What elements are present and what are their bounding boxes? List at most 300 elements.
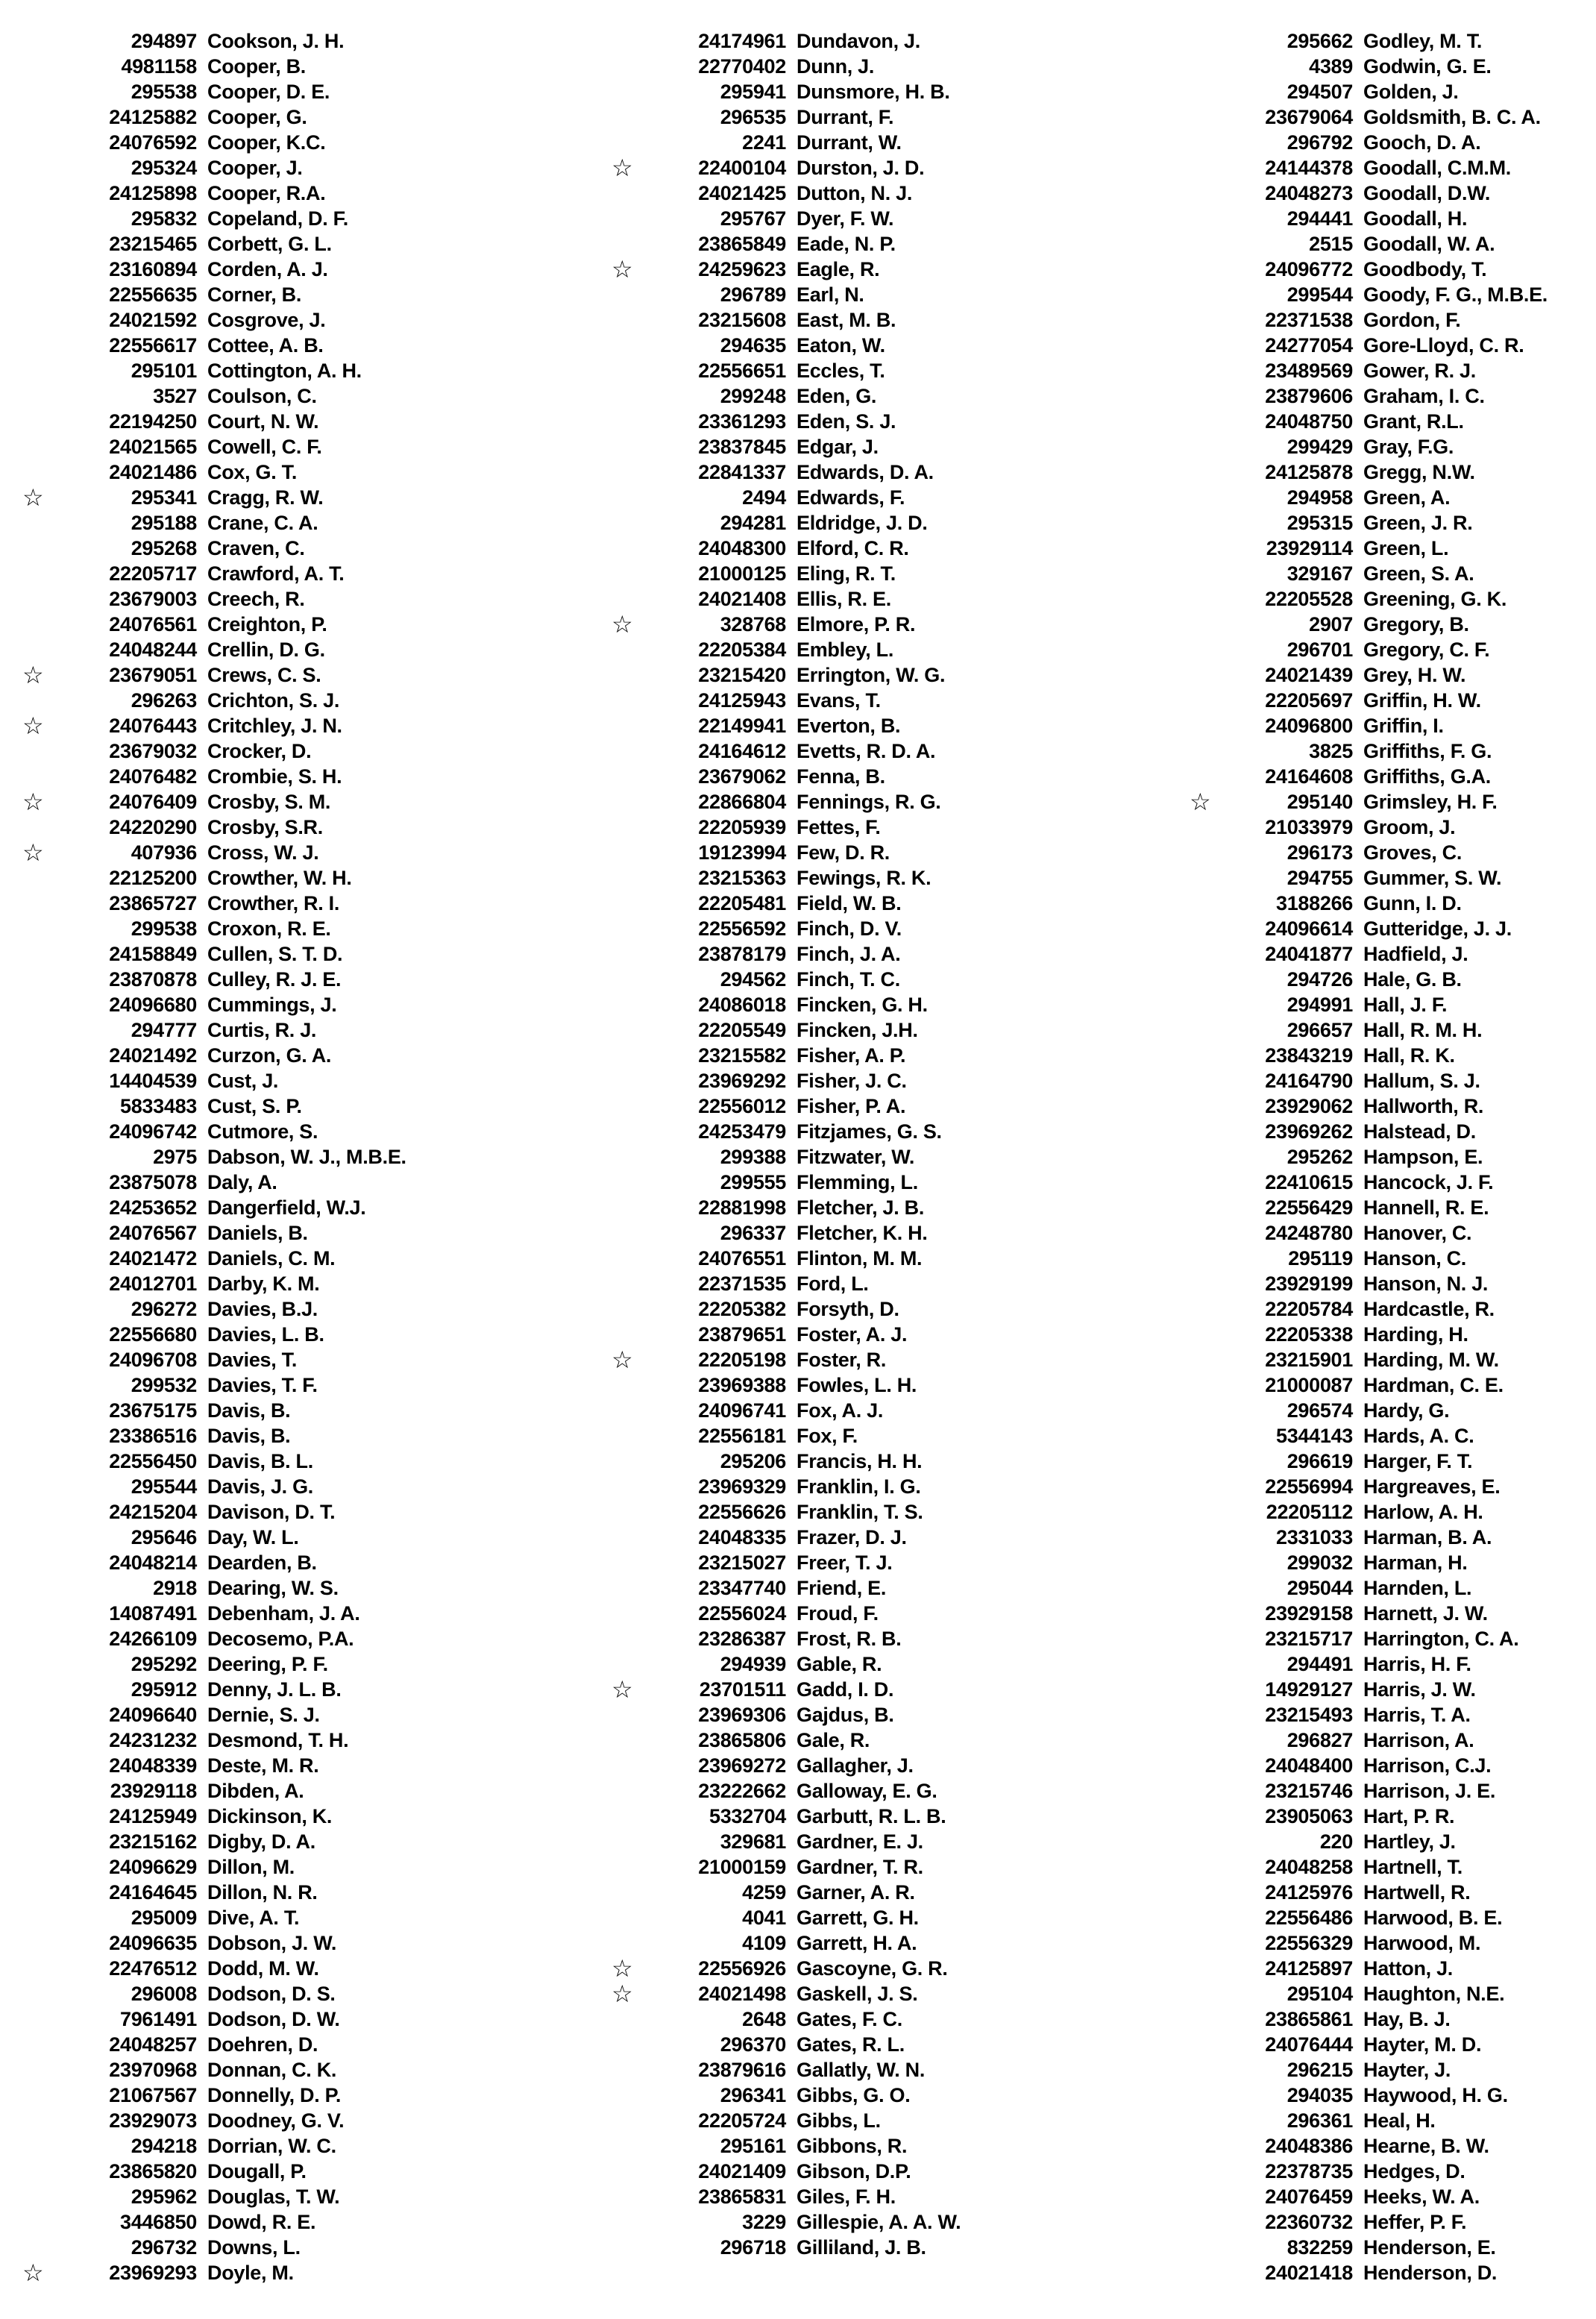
service-number: 22205717 <box>109 562 197 585</box>
column-1 <box>22 28 406 2285</box>
list-item <box>612 1093 961 1119</box>
person-name: Gajdus, B. <box>797 1703 894 1726</box>
service-number: 22125200 <box>109 866 197 889</box>
list-item <box>1190 1778 1548 1804</box>
service-number: 4259 <box>742 1880 786 1904</box>
service-number: 23679032 <box>109 739 197 762</box>
list-item <box>1190 815 1548 840</box>
service-number: 294491 <box>1286 1652 1353 1675</box>
list-item <box>612 257 961 282</box>
list-item <box>1190 1220 1548 1246</box>
service-number: 295962 <box>131 2185 197 2208</box>
list-item <box>1190 1372 1548 1398</box>
person-name: Crosby, S. M. <box>207 790 331 813</box>
service-number: 24096635 <box>109 1931 197 1954</box>
service-number: 23489569 <box>1265 359 1353 382</box>
person-name: Finch, J. A. <box>797 942 901 965</box>
service-number: 328768 <box>720 612 786 636</box>
service-number: 295538 <box>131 80 197 103</box>
service-number: 23879651 <box>698 1322 786 1346</box>
list-item <box>22 333 406 358</box>
list-item <box>1190 1930 1548 1956</box>
person-name: Grey, H. W. <box>1363 663 1466 686</box>
list-item <box>612 54 961 79</box>
service-number: 5332704 <box>709 1804 786 1827</box>
person-name: Eden, S. J. <box>797 409 896 433</box>
service-number: 296827 <box>1286 1728 1353 1751</box>
service-number: 295341 <box>131 486 197 509</box>
list-item <box>612 713 961 738</box>
service-number: 22205338 <box>1265 1322 1353 1346</box>
list-item <box>22 1677 406 1702</box>
list-item <box>612 2006 961 2032</box>
list-item <box>1190 941 1548 967</box>
list-item <box>1190 967 1548 992</box>
service-number: 295315 <box>1286 511 1353 534</box>
list-item <box>22 1423 406 1449</box>
list-item <box>22 1246 406 1271</box>
list-item <box>1190 282 1548 307</box>
list-item <box>612 1905 961 1930</box>
service-number: 21000087 <box>1265 1373 1353 1396</box>
service-number: 23929114 <box>1266 536 1353 559</box>
person-name: Cust, J. <box>207 1069 279 1092</box>
list-item <box>22 307 406 333</box>
person-name: Halstead, D. <box>1363 1120 1476 1143</box>
service-number: 295268 <box>131 536 197 559</box>
service-number: 294507 <box>1286 80 1353 103</box>
person-name: Hannell, R. E. <box>1363 1196 1489 1219</box>
list-item <box>612 1753 961 1778</box>
service-number: 24215204 <box>109 1500 197 1523</box>
service-number: 23969388 <box>698 1373 786 1396</box>
person-name: Decosemo, P.A. <box>207 1627 354 1650</box>
person-name: Gallatly, W. N. <box>797 2058 926 2081</box>
person-name: Grimsley, H. F. <box>1363 790 1498 813</box>
person-name: Harnett, J. W. <box>1363 1601 1488 1625</box>
star-icon: ☆ <box>22 2259 44 2286</box>
person-name: Davies, B.J. <box>207 1297 318 1320</box>
service-number: 24021498 <box>698 1982 786 2005</box>
list-item <box>612 865 961 891</box>
list-item <box>22 586 406 612</box>
list-item <box>1190 536 1548 561</box>
person-name: Hayter, J. <box>1363 2058 1451 2081</box>
list-item <box>22 1119 406 1144</box>
service-number: 24096708 <box>109 1348 197 1371</box>
service-number: 296718 <box>720 2235 786 2259</box>
service-number: 24048257 <box>109 2033 197 2056</box>
person-name: Cragg, R. W. <box>207 486 324 509</box>
list-item <box>22 2006 406 2032</box>
service-number: 24125976 <box>1265 1880 1353 1904</box>
list-item <box>612 1880 961 1905</box>
person-name: Garbutt, R. L. B. <box>797 1804 946 1827</box>
service-number: 296792 <box>1286 131 1353 154</box>
list-item <box>612 459 961 485</box>
person-name: Dutton, N. J. <box>797 181 913 204</box>
service-number: 22556626 <box>698 1500 786 1523</box>
list-item <box>22 231 406 257</box>
list-item <box>1190 2184 1548 2209</box>
person-name: Eaton, W. <box>797 333 885 357</box>
service-number: 23879606 <box>1265 384 1353 407</box>
list-item <box>22 1017 406 1043</box>
list-item <box>612 1677 961 1702</box>
list-item <box>22 1728 406 1753</box>
person-name: Davies, L. B. <box>207 1322 324 1346</box>
list-item <box>22 1398 406 1423</box>
list-item <box>612 1499 961 1525</box>
person-name: Gable, R. <box>797 1652 882 1675</box>
person-name: Harwood, B. E. <box>1363 1906 1503 1929</box>
person-name: Gregory, B. <box>1363 612 1469 636</box>
list-item <box>22 1474 406 1499</box>
person-name: Gore-Lloyd, C. R. <box>1363 333 1524 357</box>
service-number: 24125897 <box>1265 1956 1353 1980</box>
list-item <box>612 2133 961 2159</box>
service-number: 295662 <box>1286 29 1353 52</box>
person-name: Fisher, J. C. <box>797 1069 907 1092</box>
star-icon: ☆ <box>22 788 44 815</box>
person-name: Godwin, G. E. <box>1363 54 1492 78</box>
list-item <box>1190 434 1548 459</box>
list-item <box>22 916 406 941</box>
list-item <box>1190 2133 1548 2159</box>
service-number: 24076459 <box>1265 2185 1353 2208</box>
list-item <box>22 282 406 307</box>
list-item <box>612 1956 961 1981</box>
person-name: Dodson, D. S. <box>207 1982 336 2005</box>
service-number: 22149941 <box>698 714 786 737</box>
person-name: Earl, N. <box>797 283 864 306</box>
list-item <box>612 1271 961 1296</box>
list-item <box>612 941 961 967</box>
person-name: Hall, R. K. <box>1363 1044 1455 1067</box>
service-number: 23215465 <box>109 232 197 255</box>
person-name: Gaskell, J. S. <box>797 1982 918 2005</box>
person-name: Doehren, D. <box>207 2033 318 2056</box>
list-item <box>612 1651 961 1677</box>
service-number: 24076551 <box>698 1246 786 1270</box>
person-name: Hayter, M. D. <box>1363 2033 1482 2056</box>
service-number: 23970968 <box>109 2058 197 2081</box>
service-number: 23215162 <box>109 1830 197 1853</box>
person-name: Errington, W. G. <box>797 663 946 686</box>
list-item <box>1190 1296 1548 1322</box>
service-number: 23905063 <box>1265 1804 1353 1827</box>
list-item <box>22 1093 406 1119</box>
list-item <box>1190 307 1548 333</box>
person-name: Hards, A. C. <box>1363 1424 1474 1447</box>
list-item <box>22 2057 406 2083</box>
service-number: 24048258 <box>1265 1855 1353 1878</box>
service-number: 5344143 <box>1275 1424 1353 1447</box>
list-item <box>1190 1398 1548 1423</box>
service-number: 23286387 <box>698 1627 786 1650</box>
person-name: Hart, P. R. <box>1363 1804 1455 1827</box>
service-number: 24144378 <box>1265 156 1353 179</box>
list-item <box>22 79 406 104</box>
list-item <box>22 688 406 713</box>
person-name: Green, A. <box>1363 486 1451 509</box>
service-number: 22205112 <box>1266 1500 1353 1523</box>
service-number: 2918 <box>153 1576 197 1599</box>
list-item <box>22 1702 406 1728</box>
person-name: Douglas, T. W. <box>207 2185 340 2208</box>
star-icon: ☆ <box>22 712 44 739</box>
list-item <box>1190 2209 1548 2235</box>
service-number: 22556680 <box>109 1322 197 1346</box>
service-number: 3527 <box>153 384 197 407</box>
person-name: Gallagher, J. <box>797 1754 914 1777</box>
person-name: Dodson, D. W. <box>207 2007 340 2030</box>
service-number: 296657 <box>1286 1018 1353 1041</box>
service-number: 294958 <box>1286 486 1353 509</box>
person-name: Gates, R. L. <box>797 2033 905 2056</box>
service-number: 3188266 <box>1275 891 1353 914</box>
service-number: 295206 <box>720 1449 786 1472</box>
list-item <box>22 2108 406 2133</box>
list-item <box>1190 1677 1548 1702</box>
person-name: Grant, R.L. <box>1363 409 1464 433</box>
column-3 <box>1190 28 1548 2285</box>
list-item <box>612 1449 961 1474</box>
person-name: Henderson, E. <box>1363 2235 1496 2259</box>
list-item <box>612 1195 961 1220</box>
service-number: 24259623 <box>698 257 786 280</box>
list-item <box>612 155 961 181</box>
person-name: Downs, L. <box>207 2235 301 2259</box>
service-number: 21033979 <box>1265 815 1353 838</box>
service-number: 295119 <box>1288 1246 1353 1270</box>
person-name: Crowther, R. I. <box>207 891 340 914</box>
service-number: 2331033 <box>1275 1525 1353 1548</box>
person-name: Green, S. A. <box>1363 562 1474 585</box>
service-number: 22556450 <box>109 1449 197 1472</box>
service-number: 23969293 <box>109 2261 197 2284</box>
service-number: 23929118 <box>110 1779 197 1802</box>
person-name: Edgar, J. <box>797 435 879 458</box>
service-number: 299532 <box>131 1373 197 1396</box>
service-number: 22556635 <box>109 283 197 306</box>
person-name: Elmore, P. R. <box>797 612 916 636</box>
list-item <box>612 282 961 307</box>
service-number: 23929073 <box>109 2109 197 2132</box>
service-number: 24125943 <box>698 688 786 712</box>
person-name: Hargreaves, E. <box>1363 1475 1501 1498</box>
list-item <box>612 662 961 688</box>
person-name: Dangerfield, W.J. <box>207 1196 366 1219</box>
service-number: 220 <box>1319 1830 1353 1853</box>
person-name: Darby, K. M. <box>207 1272 320 1295</box>
person-name: Hallworth, R. <box>1363 1094 1484 1117</box>
person-name: Cutmore, S. <box>207 1120 318 1143</box>
person-name: Gilliland, J. B. <box>797 2235 926 2259</box>
person-name: Durrant, F. <box>797 105 894 128</box>
list-item <box>612 612 961 637</box>
list-item <box>612 1372 961 1398</box>
person-name: Golden, J. <box>1363 80 1459 103</box>
list-item <box>1190 1068 1548 1093</box>
service-number: 2494 <box>742 486 786 509</box>
person-name: Court, N. W. <box>207 409 319 433</box>
person-name: Friend, E. <box>797 1576 887 1599</box>
service-number: 23837845 <box>698 435 786 458</box>
service-number: 24021418 <box>1265 2261 1353 2284</box>
list-item <box>22 637 406 662</box>
service-number: 23870878 <box>109 967 197 991</box>
person-name: Fitzwater, W. <box>797 1145 915 1168</box>
person-name: Dorrian, W. C. <box>207 2134 336 2157</box>
service-number: 24125949 <box>109 1804 197 1827</box>
list-item <box>1190 1601 1548 1626</box>
person-name: Davison, D. T. <box>207 1500 336 1523</box>
person-name: Fox, F. <box>797 1424 858 1447</box>
star-icon: ☆ <box>612 1346 633 1373</box>
service-number: 22194250 <box>109 409 197 433</box>
service-number: 22205784 <box>1265 1297 1353 1320</box>
list-item <box>22 662 406 688</box>
service-number: 24253652 <box>109 1196 197 1219</box>
service-number: 24048339 <box>109 1754 197 1777</box>
person-name: Cookson, J. H. <box>207 29 345 52</box>
list-item <box>612 1702 961 1728</box>
person-name: Coulson, C. <box>207 384 317 407</box>
service-number: 295767 <box>720 207 786 230</box>
service-number: 295101 <box>131 359 197 382</box>
list-item <box>22 1930 406 1956</box>
person-name: Fowles, L. H. <box>797 1373 917 1396</box>
person-name: Foster, A. J. <box>797 1322 908 1346</box>
person-name: Cox, G. T. <box>207 460 298 483</box>
person-name: Crellin, D. G. <box>207 638 325 661</box>
star-icon: ☆ <box>612 256 633 283</box>
person-name: Fewings, R. K. <box>797 866 931 889</box>
person-name: Dearing, W. S. <box>207 1576 339 1599</box>
person-name: Crawford, A. T. <box>207 562 345 585</box>
list-item <box>1190 1347 1548 1372</box>
service-number: 295912 <box>131 1678 197 1701</box>
person-name: Garrett, H. A. <box>797 1931 917 1954</box>
list-item <box>1190 1575 1548 1601</box>
list-item <box>1190 738 1548 764</box>
service-number: 23679064 <box>1265 105 1353 128</box>
list-item <box>612 1220 961 1246</box>
service-number: 23969306 <box>698 1703 786 1726</box>
service-number: 296008 <box>131 1982 197 2005</box>
list-item <box>612 2235 961 2260</box>
person-name: Dickinson, K. <box>207 1804 333 1827</box>
list-item <box>1190 231 1548 257</box>
list-item <box>1190 1449 1548 1474</box>
list-item <box>612 637 961 662</box>
person-name: Goldsmith, B. C. A. <box>1363 105 1541 128</box>
list-item <box>1190 2083 1548 2108</box>
person-name: Hartwell, R. <box>1363 1880 1471 1904</box>
person-name: Hay, B. J. <box>1363 2007 1451 2030</box>
person-name: Curtis, R. J. <box>207 1018 317 1041</box>
list-item <box>1190 1753 1548 1778</box>
person-name: Dernie, S. J. <box>207 1703 320 1726</box>
list-item <box>22 1956 406 1981</box>
column-2 <box>612 28 961 2260</box>
service-number: 24248780 <box>1265 1221 1353 1244</box>
service-number: 24076482 <box>109 765 197 788</box>
person-name: Davies, T. <box>207 1348 298 1371</box>
service-number: 24231232 <box>109 1728 197 1751</box>
list-item <box>612 1017 961 1043</box>
person-name: Ford, L. <box>797 1272 869 1295</box>
list-item <box>612 1144 961 1170</box>
service-number: 296173 <box>1286 841 1353 864</box>
list-item <box>612 688 961 713</box>
person-name: Fettes, F. <box>797 815 881 838</box>
person-name: Heffer, P. F. <box>1363 2210 1467 2233</box>
service-number: 295832 <box>131 207 197 230</box>
service-number: 295324 <box>131 156 197 179</box>
service-number: 23843219 <box>1265 1044 1353 1067</box>
service-number: 294441 <box>1286 207 1353 230</box>
list-item <box>612 840 961 865</box>
person-name: Elford, C. R. <box>797 536 909 559</box>
list-item <box>1190 2032 1548 2057</box>
service-number: 22410615 <box>1265 1170 1353 1193</box>
list-item <box>22 1651 406 1677</box>
list-item <box>22 764 406 789</box>
list-item <box>612 1575 961 1601</box>
person-name: Cooper, G. <box>207 105 307 128</box>
service-number: 295044 <box>1286 1576 1353 1599</box>
person-name: Gray, F.G. <box>1363 435 1454 458</box>
person-name: Corbett, G. L. <box>207 232 332 255</box>
person-name: Harnden, L. <box>1363 1576 1472 1599</box>
list-item <box>612 1170 961 1195</box>
list-item <box>612 485 961 510</box>
person-name: Crichton, S. J. <box>207 688 340 712</box>
service-number: 296574 <box>1286 1399 1353 1422</box>
service-number: 294991 <box>1286 993 1353 1016</box>
service-number: 24041877 <box>1265 942 1353 965</box>
person-name: Dougall, P. <box>207 2159 307 2183</box>
list-item <box>1190 1854 1548 1880</box>
service-number: 296370 <box>720 2033 786 2056</box>
person-name: Eade, N. P. <box>797 232 896 255</box>
person-name: Hedges, D. <box>1363 2159 1465 2183</box>
service-number: 22360732 <box>1265 2210 1353 2233</box>
person-name: Cross, W. J. <box>207 841 319 864</box>
service-number: 22378735 <box>1265 2159 1353 2183</box>
service-number: 14087491 <box>109 1601 197 1625</box>
service-number: 24096640 <box>109 1703 197 1726</box>
service-number: 24076443 <box>109 714 197 737</box>
person-name: Harger, F. T. <box>1363 1449 1473 1472</box>
person-name: Davis, B. <box>207 1424 291 1447</box>
service-number: 299544 <box>1286 283 1353 306</box>
service-number: 14929127 <box>1265 1678 1353 1701</box>
service-number: 24253479 <box>698 1120 786 1143</box>
list-item <box>1190 2159 1548 2184</box>
service-number: 2907 <box>1309 612 1353 636</box>
service-number: 24096800 <box>1265 714 1353 737</box>
list-item <box>612 2108 961 2133</box>
person-name: Harris, T. A. <box>1363 1703 1471 1726</box>
list-item <box>1190 891 1548 916</box>
service-number: 296337 <box>720 1221 786 1244</box>
person-name: Henderson, D. <box>1363 2261 1498 2284</box>
service-number: 22205697 <box>1265 688 1353 712</box>
list-item <box>22 1322 406 1347</box>
